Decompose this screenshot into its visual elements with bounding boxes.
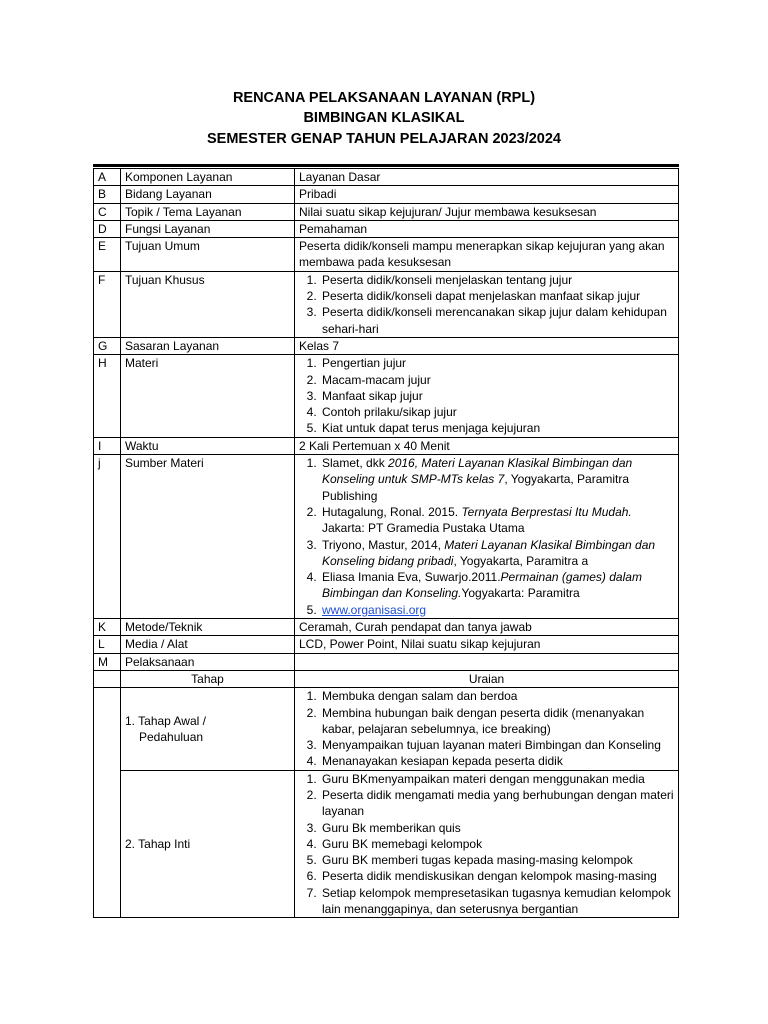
ref-publisher: , Yogyakarta, Paramitra a (453, 553, 589, 568)
column-header-uraian: Uraian (295, 670, 679, 687)
list-item: 2. Peserta didik mengamati media yang berhubungan dengan materi layanan (320, 787, 674, 820)
row-label: Bidang Layanan (121, 186, 295, 203)
row-label: Materi (121, 355, 295, 437)
list-item: 2. Peserta didik/konseli dapat menjelaskan manfaat sikap jujur (320, 288, 674, 304)
row-code: H (94, 355, 121, 437)
row-value: 2 Kali Pertemuan x 40 Menit (295, 437, 679, 454)
table-row (94, 337, 679, 354)
row-code: L (94, 636, 121, 653)
list-item: 3. Manfaat sikap jujur (320, 388, 674, 404)
list-item: 1. Guru BKmenyampaikan materi dengan menggunakan media (320, 771, 674, 787)
stage-activities (295, 688, 679, 770)
document-title: RENCANA PELAKSANAAN LAYANAN (RPL) (232, 90, 536, 106)
list-item: 1. Pengertian jujur (320, 355, 674, 371)
empty-cell (94, 670, 121, 687)
table-row (94, 203, 679, 220)
list-item: 3. Menyampaikan tujuan layanan materi Bimbingan dan Konseling (320, 737, 674, 753)
tahap-inti-list (299, 771, 674, 918)
table-row (94, 619, 679, 636)
list-item (320, 504, 674, 537)
row-label: Sasaran Layanan (121, 337, 295, 354)
ref-author: Slamet, dkk (322, 456, 389, 471)
rpl-table (93, 168, 679, 918)
list-item: 1. Peserta didik/konseli menjelaskan tentang jujur (320, 272, 674, 288)
stage-number: 2. (125, 836, 136, 851)
pelaksanaan-header-row (94, 670, 679, 687)
list-item: 1. Membuka dengan salam dan berdoa (320, 688, 674, 704)
list-item: 3. Guru Bk memberikan quis (320, 820, 674, 836)
row-code: D (94, 220, 121, 237)
row-value: LCD, Power Point, Nilai suatu sikap kejujuran (295, 636, 679, 653)
table-row (94, 220, 679, 237)
row-value: Layanan Dasar (295, 169, 679, 186)
row-code: I (94, 437, 121, 454)
stage-name (121, 770, 295, 918)
ref-title: Materi Layanan Klasikal Bimbingan dan Konseling bidang pribadi (322, 537, 656, 568)
row-label: Komponen Layanan (121, 169, 295, 186)
table-row (94, 186, 679, 203)
row-value: Ceramah, Curah pendapat dan tanya jawab (295, 619, 679, 636)
table-row (94, 688, 679, 770)
list-item: 5. Kiat untuk dapat terus menjaga kejujuran (320, 420, 674, 436)
ref-author: Eliasa Imania Eva, Suwarjo.2011. (322, 570, 501, 585)
list-item (320, 602, 674, 618)
row-value: Nilai suatu sikap kejujuran/ Jujur membawa kesuksesan (295, 203, 679, 220)
stage-label: Tahap Inti (138, 836, 191, 851)
ref-author: Triyono, Mastur, 2014, (322, 537, 445, 552)
ref-publisher: Yogyakarta: Paramitra (461, 586, 580, 601)
row-label: Pelaksanaan (121, 653, 295, 670)
table-row (94, 271, 679, 337)
row-code: K (94, 619, 121, 636)
row-value (295, 355, 679, 437)
table-row (94, 169, 679, 186)
top-divider (93, 164, 679, 167)
stage-name (121, 688, 295, 770)
list-item: 2. Membina hubungan baik dengan peserta didik (menanyakan kabar, pelajaran sebelumnya, ice breaking) (320, 705, 674, 738)
tujuan-khusus-list (299, 272, 674, 337)
stage-subtitle: Pedahuluan (139, 729, 204, 744)
list-item: 3. Peserta didik/konseli merencanakan sikap jujur dalam kehidupan sehari-hari (320, 304, 674, 337)
row-label: Metode/Teknik (121, 619, 295, 636)
ref-author: Hutagalung, Ronal. 2015. (322, 504, 462, 519)
list-item: 4. Menanayakan kesiapan kepada peserta didik (320, 753, 674, 769)
stage-number: 1. (125, 713, 136, 728)
row-value (295, 455, 679, 619)
list-item (320, 537, 674, 570)
row-code: B (94, 186, 121, 203)
row-code: A (94, 169, 121, 186)
list-item (320, 455, 674, 504)
table-row (94, 355, 679, 437)
list-item: 5. Guru BK memberi tugas kepada masing-masing kelompok (320, 852, 674, 868)
table-row (94, 437, 679, 454)
stage-title (125, 836, 290, 852)
row-code: F (94, 271, 121, 337)
table-row (94, 455, 679, 619)
row-value: Pemahaman (295, 220, 679, 237)
table-row (94, 770, 679, 918)
row-label: Waktu (121, 437, 295, 454)
row-code: j (94, 455, 121, 619)
reference-link[interactable]: www.organisasi.org (322, 602, 427, 617)
stage-label: Tahap Awal / (138, 713, 206, 728)
row-label: Sumber Materi (121, 455, 295, 619)
list-item: 4. Contoh prilaku/sikap jujur (320, 404, 674, 420)
row-label: Tujuan Umum (121, 238, 295, 272)
list-item: 7. Setiap kelompok mempresetasikan tugasnya kemudian kelompok lain menanggapinya, dan seterusnya bergantian (320, 885, 674, 918)
row-value (295, 653, 679, 670)
row-value: Pribadi (295, 186, 679, 203)
row-value (295, 271, 679, 337)
row-value: Kelas 7 (295, 337, 679, 354)
row-label: Tujuan Khusus (121, 271, 295, 337)
row-label: Fungsi Layanan (121, 220, 295, 237)
list-item (320, 569, 674, 602)
materi-list (299, 355, 674, 436)
row-code: M (94, 653, 121, 670)
document-semester: SEMESTER GENAP TAHUN PELAJARAN 2023/2024 (206, 131, 561, 147)
list-item: 4. Guru BK memebagi kelompok (320, 836, 674, 852)
list-item: 2. Macam-macam jujur (320, 372, 674, 388)
stage-activities (295, 770, 679, 918)
column-header-tahap: Tahap (121, 670, 295, 687)
row-value: Peserta didik/konseli mampu menerapkan sikap kejujuran yang akan membawa pada kesuksesan (295, 238, 679, 272)
row-code: E (94, 238, 121, 272)
row-code: G (94, 337, 121, 354)
ref-title: Ternyata Berprestasi Itu Mudah. (461, 504, 632, 519)
row-label: Media / Alat (121, 636, 295, 653)
ref-publisher: Jakarta: PT Gramedia Pustaka Utama (322, 521, 525, 536)
list-item: 6. Peserta didik mendiskusikan dengan kelompok masing-masing (320, 868, 674, 884)
row-code: C (94, 203, 121, 220)
ref-publisher: , Yogyakarta, Paramitra Publishing (322, 472, 630, 503)
empty-cell (94, 688, 121, 918)
stage-title (125, 713, 290, 729)
table-row (94, 238, 679, 272)
sumber-materi-list (299, 455, 674, 618)
table-row (94, 653, 679, 670)
row-label: Topik / Tema Layanan (121, 203, 295, 220)
ref-title: Permainan (games) dalam Bimbingan dan Konseling. (322, 570, 642, 601)
tahap-awal-list (299, 688, 674, 769)
table-row (94, 636, 679, 653)
document-subtitle: BIMBINGAN KLASIKAL (303, 110, 465, 126)
ref-title: 2016, Materi Layanan Klasikal Bimbingan dan Konseling untuk SMP-MTs kelas 7 (322, 456, 633, 487)
